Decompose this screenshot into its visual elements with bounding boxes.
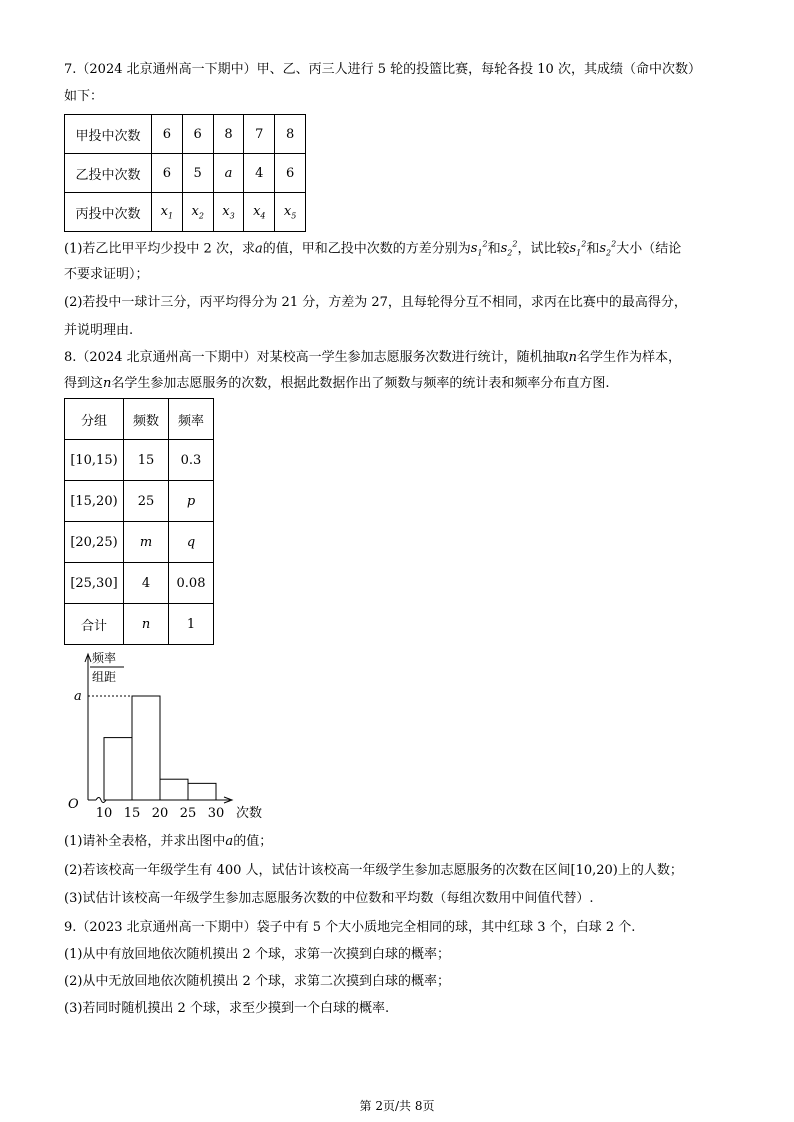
- table-row: [65, 481, 214, 522]
- interval: [10,20): [570, 863, 618, 878]
- q9-part1: (1)从中有放回地依次随机摸出 2 个球，求第一次摸到白球的概率；: [64, 947, 450, 962]
- x-tick-label: 15: [123, 806, 141, 821]
- x-tick-label: 25: [179, 806, 197, 821]
- table-cell: 25: [124, 481, 169, 522]
- q8-part2-text-a: (2)若该校高一年级学生有 400 人，试估计该校高一年级学生参加志愿服务的次数在区间: [64, 863, 571, 878]
- table-cell: 0.3: [169, 440, 214, 481]
- var-s1sq: $s_1^2$: [569, 240, 587, 258]
- origin-label: O: [68, 797, 79, 812]
- q7-part1: [64, 236, 681, 263]
- table-row: [65, 563, 214, 604]
- page-footer: 第 2页/共 8页: [359, 1099, 435, 1113]
- histogram-bar: [188, 783, 216, 800]
- histogram-bars: [104, 696, 216, 800]
- table-cell: $x_4$: [244, 193, 275, 232]
- table-cell: 6: [275, 154, 306, 193]
- table-cell: 4: [124, 563, 169, 604]
- q9-part3: (3)若同时随机摸出 2 个球，求至少摸到一个白球的概率.: [64, 1001, 390, 1016]
- table-cell: m: [124, 522, 169, 563]
- q8-part2-text-b: 上的人数；: [617, 863, 683, 878]
- q7-table: [64, 114, 306, 232]
- q9-header: 9.（2023 北京通州高一下期中）袋子中有 5 个大小质地完全相同的球，其中红球 3 个，白球 2 个.: [64, 920, 636, 935]
- q8-part1-text-a: (1)请补全表格，并求出图中: [64, 834, 226, 849]
- q8-part2: [64, 862, 683, 880]
- var-s2sq: $s_2^2$: [599, 240, 617, 258]
- table-cell: 1: [169, 604, 214, 645]
- x-tick-label: 30: [207, 806, 225, 821]
- q7-part2: (2)若投中一球计三分，丙平均得分为 21 分，方差为 27，且每轮得分互不相同，求丙在比赛中的最高得分，: [64, 295, 687, 310]
- histogram-bar: [160, 779, 188, 800]
- q8-part3: (3)试估计该校高一年级学生参加志愿服务次数的中位数和平均数（每组次数用中间值代替）.: [64, 891, 594, 906]
- frequency-histogram: [60, 648, 280, 826]
- table-cell: 15: [124, 440, 169, 481]
- q8-header-cont: [64, 375, 610, 393]
- table-row: [65, 604, 214, 645]
- table-cell: 7: [244, 115, 275, 154]
- y-axis-label-top: 频率: [92, 651, 117, 665]
- var-s1sq: $s_1^2$: [470, 240, 488, 258]
- x-tick-label: 20: [151, 806, 169, 821]
- q8-part1-text-b: 的值；: [233, 834, 273, 849]
- table-cell: 甲投中次数: [65, 115, 152, 154]
- q7-part1-text-b: 的值，甲和乙投中次数的方差分别为: [262, 241, 471, 257]
- table-cell: [10,15): [65, 440, 124, 481]
- table-cell: 乙投中次数: [65, 154, 152, 193]
- histogram-labels: [68, 650, 262, 821]
- table-cell: 4: [244, 154, 275, 193]
- y-marker-label: a: [74, 689, 82, 704]
- table-header: 频数: [124, 399, 169, 440]
- var-a: a: [225, 834, 234, 849]
- table-cell: $x_2$: [182, 193, 213, 232]
- y-axis-label-bottom: 组距: [92, 670, 117, 684]
- q8-header2-text-a: 得到这: [64, 376, 104, 391]
- q9-part2: (2)从中无放回地依次随机摸出 2 个球，求第二次摸到白球的概率；: [64, 974, 450, 989]
- table-header: 分组: [65, 399, 124, 440]
- table-cell: $x_3$: [213, 193, 244, 232]
- table-row: [65, 193, 306, 232]
- table-cell: q: [169, 522, 214, 563]
- q8-header-text-a: 8.（2024 北京通州高一下期中）对某校高一学生参加志愿服务次数进行统计，随机抽取: [64, 350, 569, 365]
- table-row: [65, 115, 306, 154]
- q8-table: [64, 398, 214, 645]
- table-cell: 0.08: [169, 563, 214, 604]
- table-cell: $x_1$: [152, 193, 183, 232]
- table-cell: a: [213, 154, 244, 193]
- q7-part1-text-e: 和: [586, 241, 600, 257]
- table-row: [65, 399, 214, 440]
- table-cell: [25,30]: [65, 563, 124, 604]
- table-cell: 8: [275, 115, 306, 154]
- table-cell: n: [124, 604, 169, 645]
- q7-part1-text-f: 大小（结论: [616, 241, 682, 257]
- q8-header: [64, 349, 681, 367]
- table-row: [65, 440, 214, 481]
- table-cell: 6: [152, 115, 183, 154]
- table-cell: 8: [213, 115, 244, 154]
- table-cell: 丙投中次数: [65, 193, 152, 232]
- q7-part1-text-c: 和: [487, 241, 501, 257]
- var-s2sq: $s_2^2$: [500, 240, 518, 258]
- histogram-bar: [104, 738, 132, 800]
- table-cell: 合计: [65, 604, 124, 645]
- q7-part2-cont: 并说明理由.: [64, 323, 134, 338]
- q7-part1-text-d: ，试比较: [517, 241, 570, 257]
- q8-header2-text-b: 名学生参加志愿服务的次数，根据此数据作出了频数与频率的统计表和频率分布直方图.: [111, 376, 610, 391]
- table-cell: $x_5$: [275, 193, 306, 232]
- x-axis-label: 次数: [236, 806, 263, 821]
- table-row: [65, 154, 306, 193]
- table-row: [65, 522, 214, 563]
- table-cell: 6: [152, 154, 183, 193]
- x-tick-label: 10: [95, 806, 113, 821]
- table-cell: [20,25): [65, 522, 124, 563]
- q7-header-cont: 如下：: [64, 89, 104, 104]
- var-n: n: [568, 350, 577, 365]
- table-cell: 5: [182, 154, 213, 193]
- table-header: 频率: [169, 399, 214, 440]
- var-a: a: [254, 241, 263, 257]
- q7-header: 7.（2024 北京通州高一下期中）甲、乙、丙三人进行 5 轮的投篮比赛，每轮各投 10 次，其成绩（命中次数）: [64, 62, 701, 77]
- q7-part1-cont: 不要求证明）；: [64, 267, 149, 282]
- var-n: n: [103, 376, 112, 391]
- q7-part1-text-a: (1)若乙比甲平均少投中 2 次，求: [64, 241, 255, 257]
- histogram-bar: [132, 696, 160, 800]
- q8-part1: [64, 833, 272, 851]
- q8-header-text-b: 名学生作为样本，: [577, 350, 682, 365]
- table-cell: p: [169, 481, 214, 522]
- table-cell: 6: [182, 115, 213, 154]
- table-cell: [15,20): [65, 481, 124, 522]
